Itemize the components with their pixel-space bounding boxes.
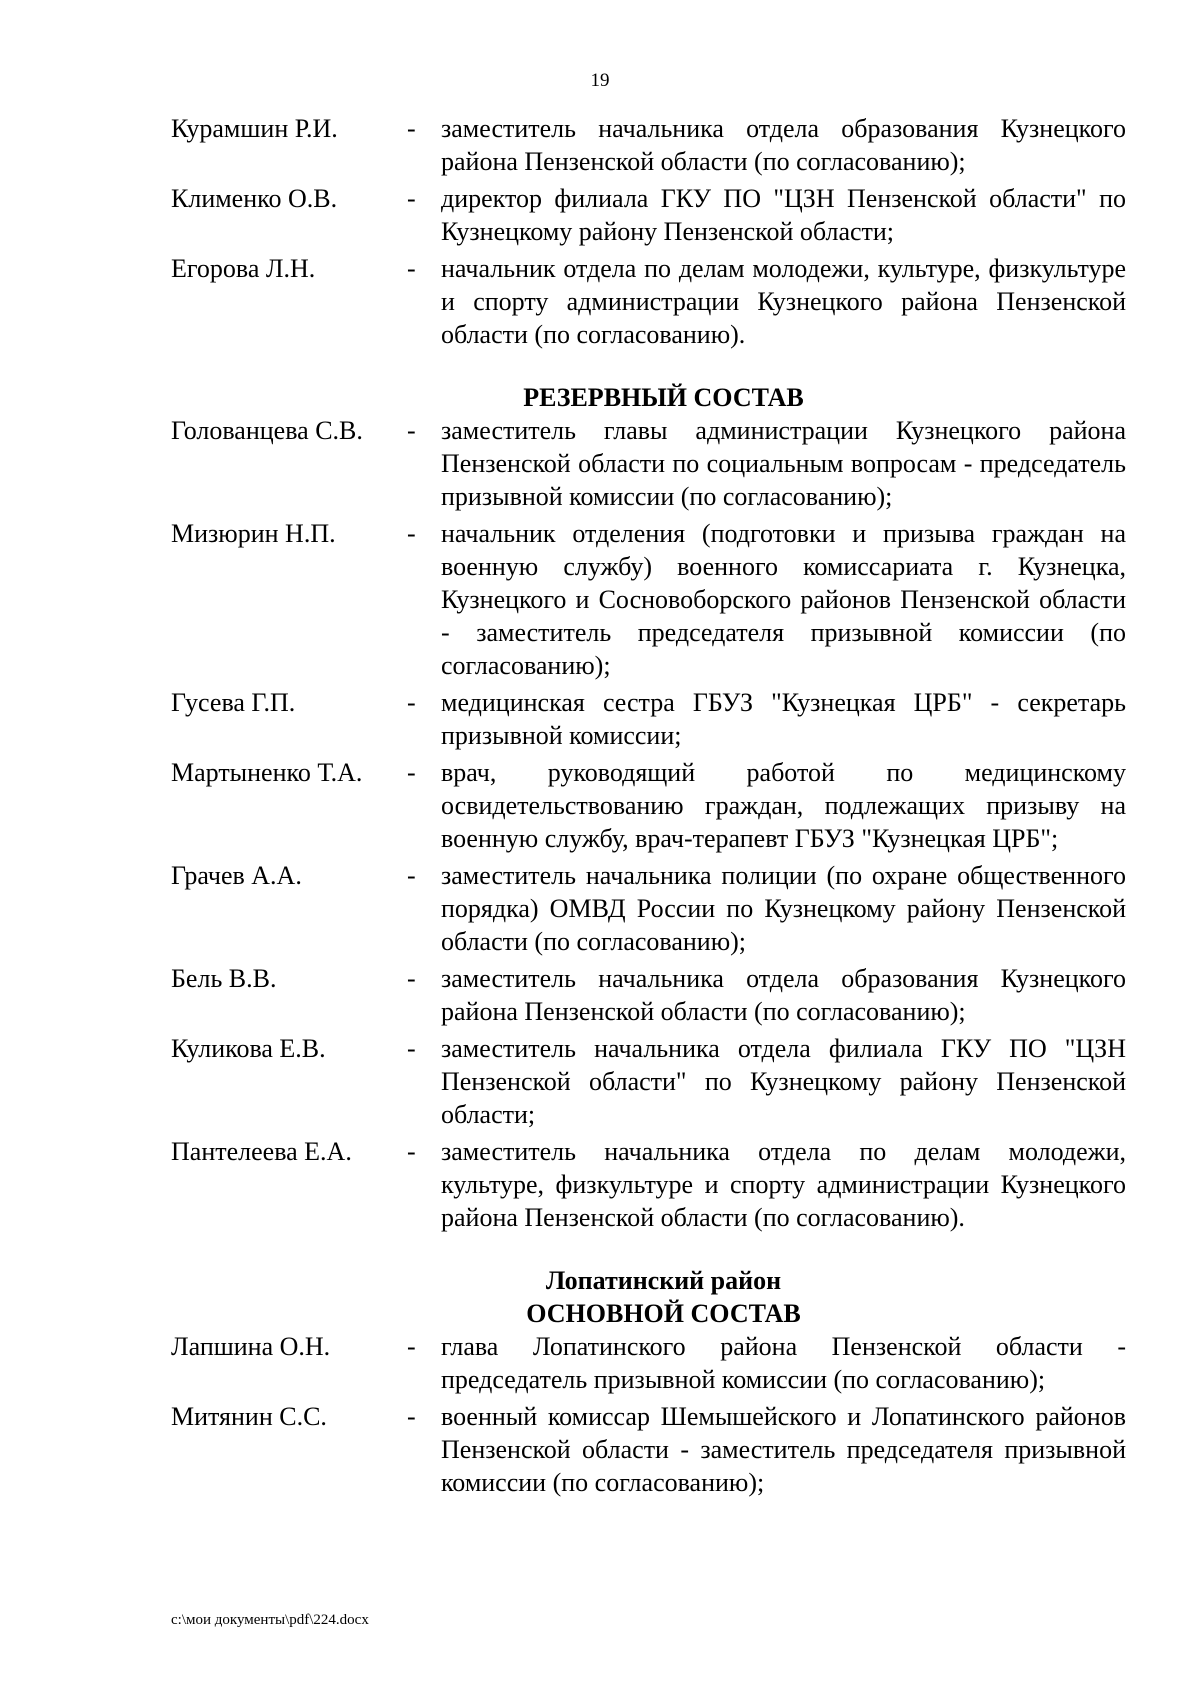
dash-separator: - bbox=[407, 254, 416, 283]
member-position: военный комиссар Шемышейского и Лопатинского районов Пензенской области - заместитель председателя призывной комиссии (по согласованию); bbox=[441, 1402, 1126, 1497]
file-path-footer: c:\мои документы\pdf\224.docx bbox=[171, 1612, 369, 1628]
dash-separator: - bbox=[407, 1137, 416, 1166]
list-item bbox=[171, 962, 1126, 1028]
list-item bbox=[171, 1330, 1126, 1396]
dash-separator: - bbox=[407, 1332, 416, 1361]
member-position: начальник отдела по делам молодежи, культуре, физкультуре и спорту администрации Кузнецкого района Пензенской области (по согласованию). bbox=[441, 254, 1126, 349]
dash-separator: - bbox=[407, 1034, 416, 1063]
dash-separator: - bbox=[407, 688, 416, 717]
list-item bbox=[171, 252, 1126, 351]
list-item bbox=[171, 414, 1126, 513]
list-item bbox=[171, 517, 1126, 682]
list-item bbox=[171, 182, 1126, 248]
member-name: Грачев А.А. bbox=[171, 861, 302, 890]
dash-separator: - bbox=[407, 519, 416, 548]
member-name: Гусева Г.П. bbox=[171, 688, 296, 717]
member-position: директор филиала ГКУ ПО "ЦЗН Пензенской области" по Кузнецкому району Пензенской области; bbox=[441, 184, 1126, 246]
member-name: Лапшина О.Н. bbox=[171, 1332, 331, 1361]
member-name: Егорова Л.Н. bbox=[171, 254, 316, 283]
section-continuation bbox=[171, 112, 1126, 351]
list-item bbox=[171, 1400, 1126, 1499]
member-name: Клименко О.В. bbox=[171, 184, 338, 213]
dash-separator: - bbox=[407, 184, 416, 213]
section-heading: РЕЗЕРВНЫЙ СОСТАВ bbox=[523, 383, 804, 412]
list-item bbox=[171, 686, 1126, 752]
member-name: Мизюрин Н.П. bbox=[171, 519, 336, 548]
member-name: Митянин С.С. bbox=[171, 1402, 327, 1431]
member-position: заместитель главы администрации Кузнецкого района Пензенской области по социальным вопросам - председатель призывной комиссии (по согласованию); bbox=[441, 416, 1126, 511]
member-name: Курамшин Р.И. bbox=[171, 114, 338, 143]
member-position: глава Лопатинского района Пензенской области - председатель призывной комиссии (по согласованию); bbox=[441, 1332, 1126, 1394]
member-name: Бель В.В. bbox=[171, 964, 277, 993]
dash-separator: - bbox=[407, 964, 416, 993]
dash-separator: - bbox=[407, 861, 416, 890]
list-item bbox=[171, 1135, 1126, 1234]
document-body bbox=[171, 112, 1126, 1503]
page-number: 19 bbox=[590, 70, 610, 91]
dash-separator: - bbox=[407, 114, 416, 143]
dash-separator: - bbox=[407, 416, 416, 445]
list-item bbox=[171, 1032, 1126, 1131]
member-position: заместитель начальника отдела образования Кузнецкого района Пензенской области (по согласованию); bbox=[441, 114, 1126, 176]
member-position: заместитель начальника полиции (по охране общественного порядка) ОМВД России по Кузнецкому району Пензенской области (по согласованию); bbox=[441, 861, 1126, 956]
section-lopatinsky bbox=[171, 1264, 1126, 1499]
member-position: заместитель начальника отдела образования Кузнецкого района Пензенской области (по согласованию); bbox=[441, 964, 1126, 1026]
list-item bbox=[171, 859, 1126, 958]
member-name: Пантелеева Е.А. bbox=[171, 1137, 352, 1166]
dash-separator: - bbox=[407, 758, 416, 787]
member-position: медицинская сестра ГБУЗ "Кузнецкая ЦРБ" - секретарь призывной комиссии; bbox=[441, 688, 1126, 750]
member-position: начальник отделения (подготовки и призыва граждан на военную службу) военного комиссариата г. Кузнецка, Кузнецкого и Сосновоборского районов Пензенской области - заместитель председателя призывной комиссии (по согласованию); bbox=[441, 519, 1126, 680]
member-name: Голованцева С.В. bbox=[171, 416, 363, 445]
section-reserve bbox=[171, 381, 1126, 1234]
district-heading: Лопатинский район bbox=[545, 1266, 782, 1295]
dash-separator: - bbox=[407, 1402, 416, 1431]
member-position: врач, руководящий работой по медицинскому освидетельствованию граждан, подлежащих призыву на военную службу, врач-терапевт ГБУЗ "Кузнецкая ЦРБ"; bbox=[441, 758, 1126, 853]
section-heading: ОСНОВНОЙ СОСТАВ bbox=[526, 1299, 801, 1328]
list-item bbox=[171, 112, 1126, 178]
member-position: заместитель начальника отдела по делам молодежи, культуре, физкультуре и спорту администрации Кузнецкого района Пензенской области (по согласованию). bbox=[441, 1137, 1126, 1232]
member-position: заместитель начальника отдела филиала ГКУ ПО "ЦЗН Пензенской области" по Кузнецкому району Пензенской области; bbox=[441, 1034, 1126, 1129]
member-name: Мартыненко Т.А. bbox=[171, 758, 363, 787]
member-name: Куликова Е.В. bbox=[171, 1034, 326, 1063]
list-item bbox=[171, 756, 1126, 855]
